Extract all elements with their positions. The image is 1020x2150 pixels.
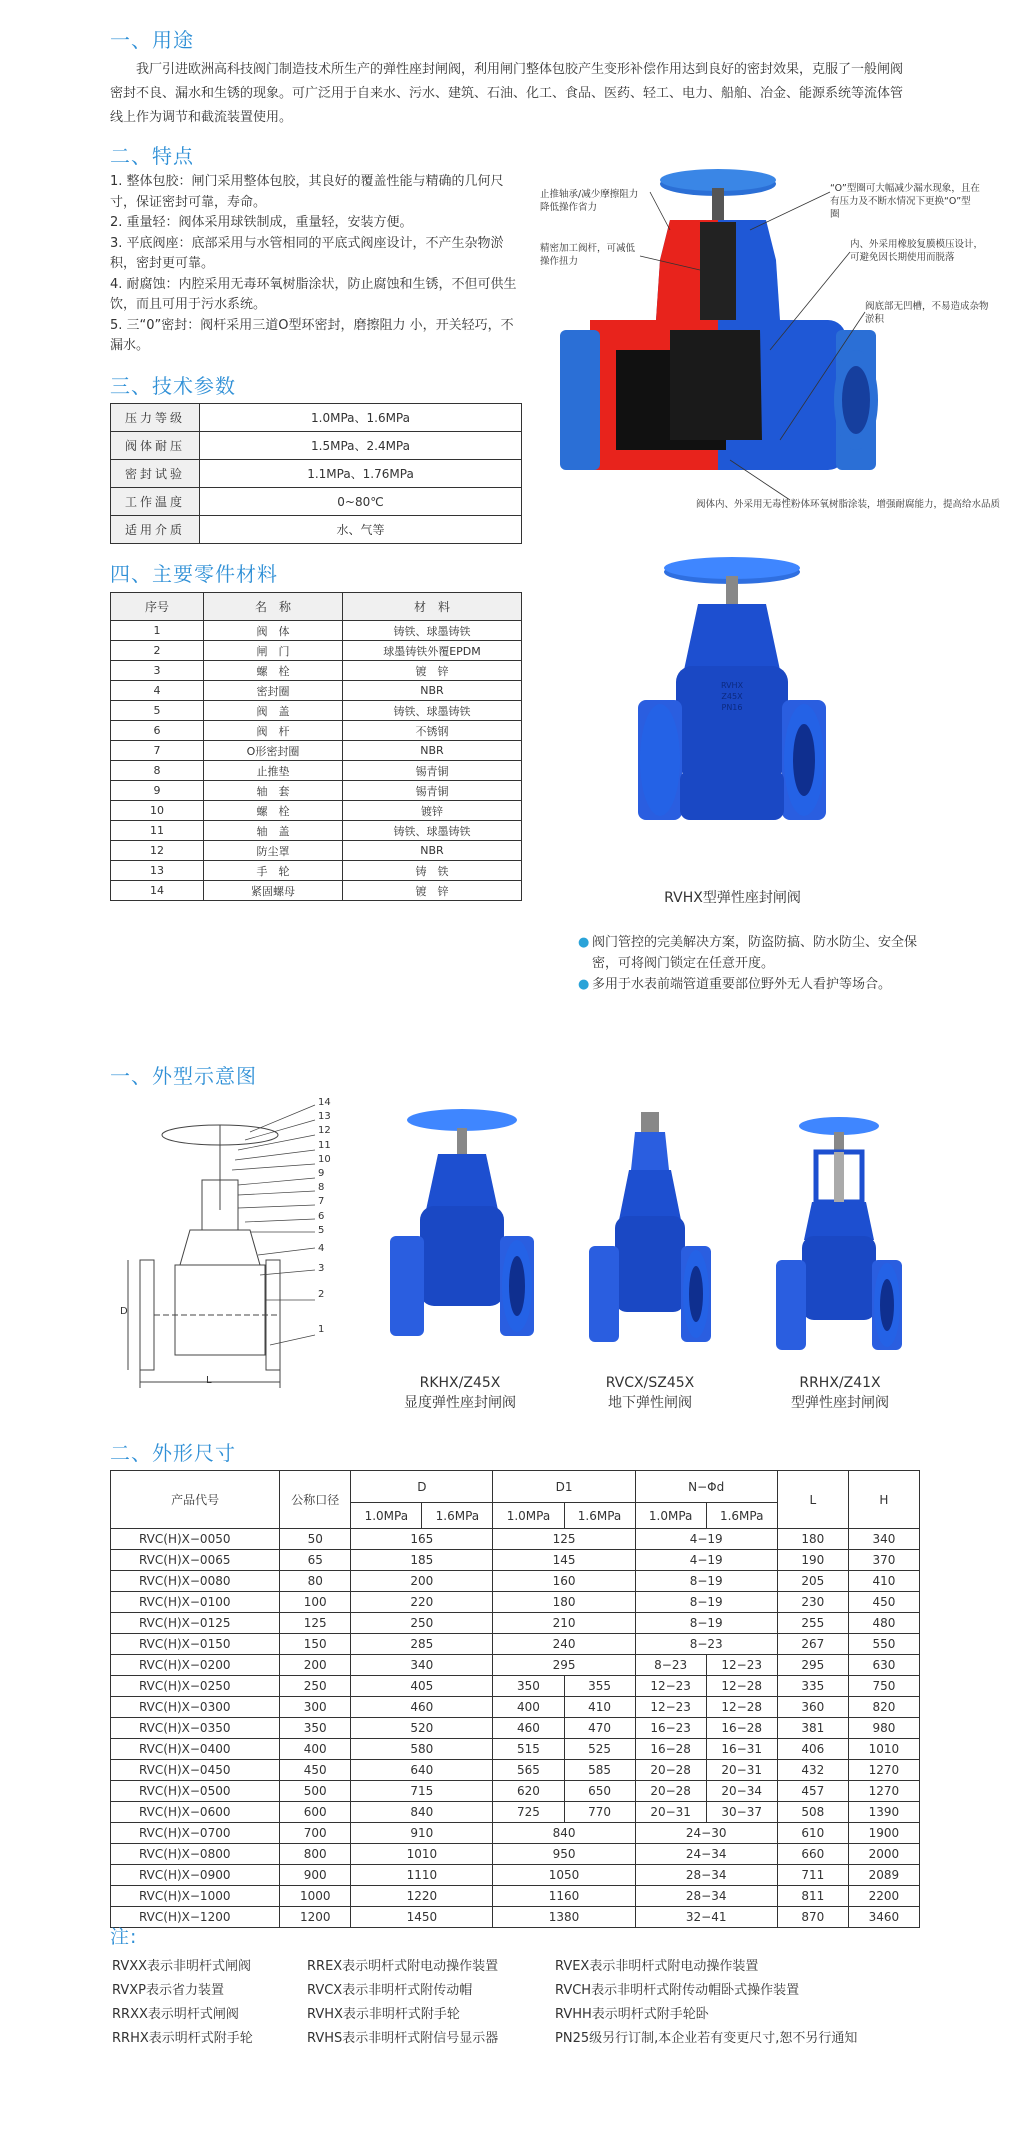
table-cell: 370 [848, 1550, 919, 1571]
valve-image-rrhx [772, 1110, 907, 1370]
table-cell: 铸铁、球墨铸铁 [343, 821, 522, 841]
notes-col-1: RVXX表示非明杆式闸阀 RVXP表示省力装置 RRXX表示明杆式闸阀 RRHX表示明杆式附手轮 [112, 1959, 253, 2046]
table-cell: 28−34 [635, 1886, 777, 1907]
table-cell: 150 [280, 1634, 351, 1655]
table-cell: 6 [111, 721, 204, 741]
valve-caption-rvcx: RVCX/SZ45X 地下弹性闸阀 [605, 1375, 695, 1411]
table-cell: 密封圈 [204, 681, 343, 701]
table-cell: 770 [564, 1802, 635, 1823]
callout-thrust-bearing: 止推轴承/减少摩擦阻力降低操作省力 [540, 189, 639, 213]
table-cell: 650 [564, 1781, 635, 1802]
table-cell: 16−23 [635, 1718, 706, 1739]
table-cell: 2089 [848, 1865, 919, 1886]
table-cell: RVC(H)X−0700 [111, 1823, 280, 1844]
table-cell: RVC(H)X−0600 [111, 1802, 280, 1823]
table-cell: 267 [777, 1634, 848, 1655]
table-cell: 125 [280, 1613, 351, 1634]
table-cell: 125 [493, 1529, 635, 1550]
notes-block [112, 1955, 932, 2051]
feature-item: 1. 整体包胶：闸门采用整体包胶，其良好的覆盖性能与精确的几何尺寸，保证密封可靠，寿命。 [110, 174, 504, 210]
table-cell: 8−19 [635, 1592, 777, 1613]
notes-title: 注: [110, 1926, 138, 1948]
table-cell: 180 [493, 1592, 635, 1613]
table-cell: 8 [111, 761, 204, 781]
table-row [111, 1844, 920, 1865]
table-cell: RVC(H)X−0450 [111, 1760, 280, 1781]
table-cell: 12 [111, 841, 204, 861]
table-cell: 50 [280, 1529, 351, 1550]
dim-label-l: L [206, 1375, 212, 1386]
product-bullet: ● 多用于水表前端管道重要部位野外无人看护等场合。 [578, 974, 928, 995]
feature-item: 3. 平底阀座：底部采用与水管相同的平底式阀座设计，不产生杂物淤积，密封更可靠。 [110, 235, 504, 271]
bullet-dot-icon: ● [578, 977, 590, 992]
table-cell: 10 [111, 801, 204, 821]
table-cell: 1900 [848, 1823, 919, 1844]
table-cell: 2000 [848, 1844, 919, 1865]
table-row [111, 621, 522, 641]
table-cell: RVC(H)X−0400 [111, 1739, 280, 1760]
product-valve-image [620, 550, 845, 880]
table-cell: 700 [280, 1823, 351, 1844]
callout-rubber: 内、外采用橡胶复膜模压设计，可避免因长期使用而脱落 [850, 239, 984, 263]
table-cell: 515 [493, 1739, 564, 1760]
table-cell: 255 [777, 1613, 848, 1634]
table-row [111, 641, 522, 661]
table-cell: 340 [351, 1655, 493, 1676]
table-cell: 450 [848, 1592, 919, 1613]
table-cell: 640 [351, 1760, 493, 1781]
table-cell: 550 [848, 1634, 919, 1655]
table-cell: 220 [351, 1592, 493, 1613]
table-row [111, 1718, 920, 1739]
section-title-dimensions: 二、外形尺寸 [110, 1441, 236, 1465]
table-row [111, 661, 522, 681]
table-cell: 600 [280, 1802, 351, 1823]
notes-col-2: RREX表示明杆式附电动操作装置 RVCX表示非明杆式附传动帽 RVHX表示非明杆式附手轮 RVHS表示非明杆式附信号显示器 [307, 1959, 499, 2046]
table-cell: 16−31 [706, 1739, 777, 1760]
table-cell: 闸 门 [204, 641, 343, 661]
table-cell: 20−31 [706, 1760, 777, 1781]
table-cell: 200 [351, 1571, 493, 1592]
table-cell: RVC(H)X−0050 [111, 1529, 280, 1550]
product-caption: RVHX型弹性座封闸阀 [664, 890, 801, 906]
table-cell: 11 [111, 821, 204, 841]
table-cell: 400 [493, 1697, 564, 1718]
table-row: 工作温度 0~80℃ [111, 488, 522, 516]
table-header-row: 1.0MPa 1.6MPa 1.0MPa 1.6MPa 1.0MPa 1.6MPa [111, 1503, 920, 1529]
table-cell: 610 [777, 1823, 848, 1844]
table-header-row: 序号 名 称 材 料 [111, 593, 522, 621]
dim-label-d: D [120, 1306, 128, 1317]
valve-caption-rrhx: RRHX/Z41X 型弹性座封闸阀 [791, 1375, 889, 1411]
table-cell: 阀 盖 [204, 701, 343, 721]
table-row [111, 1907, 920, 1928]
table-cell: 8−23 [635, 1634, 777, 1655]
table-cell: 铸铁、球墨铸铁 [343, 701, 522, 721]
table-cell: RVC(H)X−0900 [111, 1865, 280, 1886]
table-cell: 1110 [351, 1865, 493, 1886]
table-cell: 防尘罩 [204, 841, 343, 861]
table-cell: 250 [351, 1613, 493, 1634]
table-cell: 1010 [351, 1844, 493, 1865]
table-cell: 400 [280, 1739, 351, 1760]
table-cell: 660 [777, 1844, 848, 1865]
table-cell: NBR [343, 681, 522, 701]
table-cell: 1160 [493, 1886, 635, 1907]
table-row [111, 761, 522, 781]
table-cell: 12−23 [635, 1676, 706, 1697]
table-cell: 1450 [351, 1907, 493, 1928]
callout-o-ring: “O”型圈可大幅减少漏水现象，且在有压力及不断水情况下更换“O”型圈 [830, 183, 980, 220]
callout-stem: 精密加工阀杆，可减低操作扭力 [540, 243, 636, 267]
table-cell: RVC(H)X−0800 [111, 1844, 280, 1865]
table-cell: 406 [777, 1739, 848, 1760]
table-cell: 715 [351, 1781, 493, 1802]
leader-lines [232, 1105, 315, 1345]
table-cell: 手 轮 [204, 861, 343, 881]
table-cell: 24−34 [635, 1844, 777, 1865]
table-row [111, 821, 522, 841]
table-cell: 14 [111, 881, 204, 901]
table-cell: 65 [280, 1550, 351, 1571]
table-row: 阀体耐压 1.5MPa、2.4MPa [111, 432, 522, 460]
table-header-row: 产品代号 公称口径 D D1 N−Φd L H [111, 1471, 920, 1503]
table-cell: 4−19 [635, 1529, 777, 1550]
table-cell: 410 [564, 1697, 635, 1718]
table-cell: 210 [493, 1613, 635, 1634]
table-row [111, 1865, 920, 1886]
table-cell: 阀 体 [204, 621, 343, 641]
table-row: 密封试验 1.1MPa、1.76MPa [111, 460, 522, 488]
table-cell: 8−23 [635, 1655, 706, 1676]
section-title-tech-params: 三、技术参数 [110, 374, 236, 398]
table-cell: 410 [848, 1571, 919, 1592]
table-cell: 355 [564, 1676, 635, 1697]
bullet-dot-icon: ● [578, 935, 590, 950]
table-cell: 止推垫 [204, 761, 343, 781]
table-cell: RVC(H)X−0100 [111, 1592, 280, 1613]
table-cell: 300 [280, 1697, 351, 1718]
table-row [111, 1613, 920, 1634]
table-cell: 1270 [848, 1781, 919, 1802]
part-number-labels: 14 13 12 11 10 9 8 7 6 5 4 3 2 1 [318, 1097, 331, 1335]
table-cell: RVC(H)X−0500 [111, 1781, 280, 1802]
table-cell: RVC(H)X−0080 [111, 1571, 280, 1592]
section-title-features: 二、特点 [110, 144, 194, 168]
table-cell: 360 [777, 1697, 848, 1718]
table-row [111, 1655, 920, 1676]
table-cell: 28−34 [635, 1865, 777, 1886]
table-cell: 16−28 [635, 1739, 706, 1760]
table-cell: RVC(H)X−0200 [111, 1655, 280, 1676]
table-cell: 20−28 [635, 1781, 706, 1802]
table-cell: 350 [493, 1676, 564, 1697]
table-cell: 820 [848, 1697, 919, 1718]
table-cell: 145 [493, 1550, 635, 1571]
table-cell: 铸铁、球墨铸铁 [343, 621, 522, 641]
valve-caption-rkhx: RKHX/Z45X 显度弹性座封闸阀 [404, 1375, 516, 1411]
table-cell: 轴 套 [204, 781, 343, 801]
table-cell: 750 [848, 1676, 919, 1697]
table-cell: 295 [777, 1655, 848, 1676]
table-cell: 811 [777, 1886, 848, 1907]
table-cell: 250 [280, 1676, 351, 1697]
table-cell: 405 [351, 1676, 493, 1697]
table-cell: 840 [351, 1802, 493, 1823]
callout-epoxy: 阀体内、外采用无毒性粉体环氧树脂涂装，增强耐腐能力，提高给水品质 [695, 499, 1000, 510]
table-cell: 8−19 [635, 1613, 777, 1634]
notes-col-3: RVEX表示非明杆式附电动操作装置 RVCH表示非明杆式附传动帽卧式操作装置 RVHH表示明杆式附手轮卧 PN25级另行订制,本企业若有变更尺寸,恕不另行通知 [555, 1959, 858, 2046]
valve-body-markings: RVHX Z45X PN16 [720, 681, 744, 712]
table-cell: 460 [493, 1718, 564, 1739]
table-cell: 螺 栓 [204, 661, 343, 681]
table-cell: 980 [848, 1718, 919, 1739]
table-cell: 12−23 [635, 1697, 706, 1718]
table-cell: 3 [111, 661, 204, 681]
table-row [111, 1739, 920, 1760]
table-cell: 16−28 [706, 1718, 777, 1739]
table-cell: 1050 [493, 1865, 635, 1886]
table-cell: 80 [280, 1571, 351, 1592]
table-cell: 30−37 [706, 1802, 777, 1823]
table-row [111, 741, 522, 761]
table-cell: 镀 锌 [343, 881, 522, 901]
table-row [111, 781, 522, 801]
table-cell: 不锈钢 [343, 721, 522, 741]
table-cell: 1010 [848, 1739, 919, 1760]
table-cell: 205 [777, 1571, 848, 1592]
table-cell: 2 [111, 641, 204, 661]
table-cell: 铸 铁 [343, 861, 522, 881]
table-row [111, 701, 522, 721]
table-cell: 7 [111, 741, 204, 761]
table-cell: 711 [777, 1865, 848, 1886]
table-cell: 190 [777, 1550, 848, 1571]
table-cell: 160 [493, 1571, 635, 1592]
table-row [111, 1634, 920, 1655]
table-row [111, 1676, 920, 1697]
table-cell: 457 [777, 1781, 848, 1802]
table-cell: 20−28 [635, 1760, 706, 1781]
table-cell: 镀锌 [343, 801, 522, 821]
dimension-table [110, 1470, 920, 1928]
table-cell: 12−23 [706, 1655, 777, 1676]
table-cell: 2200 [848, 1886, 919, 1907]
table-row [111, 721, 522, 741]
table-cell: 870 [777, 1907, 848, 1928]
table-row: 压力等级 1.0MPa、1.6MPa [111, 404, 522, 432]
table-cell: 9 [111, 781, 204, 801]
table-cell: 185 [351, 1550, 493, 1571]
table-cell: 4−19 [635, 1550, 777, 1571]
table-cell: 470 [564, 1718, 635, 1739]
table-cell: RVC(H)X−0125 [111, 1613, 280, 1634]
table-cell: 500 [280, 1781, 351, 1802]
section-title-parts: 四、主要零件材料 [110, 562, 278, 586]
table-cell: 轴 盖 [204, 821, 343, 841]
table-row [111, 801, 522, 821]
table-cell: 镀 锌 [343, 661, 522, 681]
table-cell: 紧固螺母 [204, 881, 343, 901]
product-bullet: ● 阀门管控的完美解决方案，防盗防搞、防水防尘、安全保密，可将阀门锁定在任意开度。 [578, 932, 928, 974]
table-row [111, 1802, 920, 1823]
table-cell: 1380 [493, 1907, 635, 1928]
table-cell: NBR [343, 741, 522, 761]
table-cell: 335 [777, 1676, 848, 1697]
table-cell: 520 [351, 1718, 493, 1739]
table-cell: RVC(H)X−1200 [111, 1907, 280, 1928]
table-cell: RVC(H)X−0065 [111, 1550, 280, 1571]
features-list [110, 172, 522, 357]
table-cell: 620 [493, 1781, 564, 1802]
table-cell: 580 [351, 1739, 493, 1760]
table-cell: 340 [848, 1529, 919, 1550]
table-row [111, 841, 522, 861]
table-row [111, 1529, 920, 1550]
cutaway-illustration [530, 160, 1000, 515]
valve-image-rvcx [585, 1100, 715, 1370]
table-cell: 20−34 [706, 1781, 777, 1802]
table-cell: 180 [777, 1529, 848, 1550]
feature-item: 4. 耐腐蚀：内腔采用无毒环氧树脂涂状，防止腐蚀和生锈，不但可供生饮，而且可用于污水系统。 [110, 276, 517, 312]
table-cell: 725 [493, 1802, 564, 1823]
table-cell: 950 [493, 1844, 635, 1865]
table-row: 适用介质 水、气等 [111, 516, 522, 544]
table-cell: 381 [777, 1718, 848, 1739]
table-cell: 585 [564, 1760, 635, 1781]
table-cell: 840 [493, 1823, 635, 1844]
table-row [111, 881, 522, 901]
table-cell: 525 [564, 1739, 635, 1760]
table-cell: 1200 [280, 1907, 351, 1928]
table-cell: 200 [280, 1655, 351, 1676]
parts-table [110, 592, 522, 901]
table-cell: 460 [351, 1697, 493, 1718]
table-cell: RVC(H)X−0300 [111, 1697, 280, 1718]
table-row [111, 1823, 920, 1844]
table-cell: O形密封圈 [204, 741, 343, 761]
table-cell: 295 [493, 1655, 635, 1676]
table-row [111, 1571, 920, 1592]
table-cell: RVC(H)X−0150 [111, 1634, 280, 1655]
table-cell: 800 [280, 1844, 351, 1865]
table-cell: 24−30 [635, 1823, 777, 1844]
table-cell: 1220 [351, 1886, 493, 1907]
table-cell: 240 [493, 1634, 635, 1655]
valve-image-rkhx [380, 1100, 545, 1370]
table-cell: 910 [351, 1823, 493, 1844]
table-cell: 8−19 [635, 1571, 777, 1592]
table-cell: 螺 栓 [204, 801, 343, 821]
table-cell: 12−28 [706, 1697, 777, 1718]
table-cell: 5 [111, 701, 204, 721]
table-cell: RVC(H)X−1000 [111, 1886, 280, 1907]
table-cell: 900 [280, 1865, 351, 1886]
table-cell: 100 [280, 1592, 351, 1613]
section-title-outline: 一、外型示意图 [110, 1064, 257, 1088]
table-cell: 480 [848, 1613, 919, 1634]
table-cell: 565 [493, 1760, 564, 1781]
table-cell: 20−31 [635, 1802, 706, 1823]
table-cell: 285 [351, 1634, 493, 1655]
table-cell: 1390 [848, 1802, 919, 1823]
feature-item: 5. 三“0”密封：阀杆采用三道O型环密封，磨擦阻力 小，开关轻巧，不漏水。 [110, 317, 514, 353]
table-cell: 350 [280, 1718, 351, 1739]
table-cell: 锡青铜 [343, 781, 522, 801]
table-cell: NBR [343, 841, 522, 861]
table-cell: 阀 杆 [204, 721, 343, 741]
table-row [111, 861, 522, 881]
table-cell: 630 [848, 1655, 919, 1676]
table-cell: 12−28 [706, 1676, 777, 1697]
usage-paragraph: 我厂引进欧洲高科技阀门制造技术所生产的弹性座封闸阀，利用闸门整体包胶产生变形补偿作用达到良好的密封效果，克服了一般闸阀密封不良、漏水和生锈的现象。可广泛用于自来水、污水、建筑、石油、化工、食品、医药、轻工、电力、船舶、冶金、能源系统等流体管线上作为调节和截流装置使用。 [110, 62, 904, 125]
table-row [111, 681, 522, 701]
feature-item: 2. 重量轻：阀体采用球铁制成，重量轻，安装方便。 [110, 215, 413, 230]
section-title-usage: 一、用途 [110, 28, 194, 52]
table-cell: RVC(H)X−0350 [111, 1718, 280, 1739]
table-cell: 1270 [848, 1760, 919, 1781]
table-cell: 165 [351, 1529, 493, 1550]
table-cell: 432 [777, 1760, 848, 1781]
table-cell: 锡青铜 [343, 761, 522, 781]
callout-flat-bottom: 阀底部无凹槽，不易造成杂物淤积 [865, 301, 989, 325]
table-cell: RVC(H)X−0250 [111, 1676, 280, 1697]
table-cell: 32−41 [635, 1907, 777, 1928]
table-cell: 4 [111, 681, 204, 701]
table-row [111, 1781, 920, 1802]
table-row [111, 1550, 920, 1571]
table-cell: 450 [280, 1760, 351, 1781]
product-bullets [578, 932, 928, 995]
table-row [111, 1886, 920, 1907]
table-cell: 230 [777, 1592, 848, 1613]
table-row [111, 1760, 920, 1781]
table-cell: 13 [111, 861, 204, 881]
table-cell: 1 [111, 621, 204, 641]
table-row [111, 1697, 920, 1718]
table-cell: 3460 [848, 1907, 919, 1928]
table-cell: 球墨铸铁外覆EPDM [343, 641, 522, 661]
outline-drawing [120, 1090, 350, 1390]
table-row [111, 1592, 920, 1613]
table-cell: 1000 [280, 1886, 351, 1907]
tech-params-table [110, 403, 522, 544]
table-cell: 508 [777, 1802, 848, 1823]
